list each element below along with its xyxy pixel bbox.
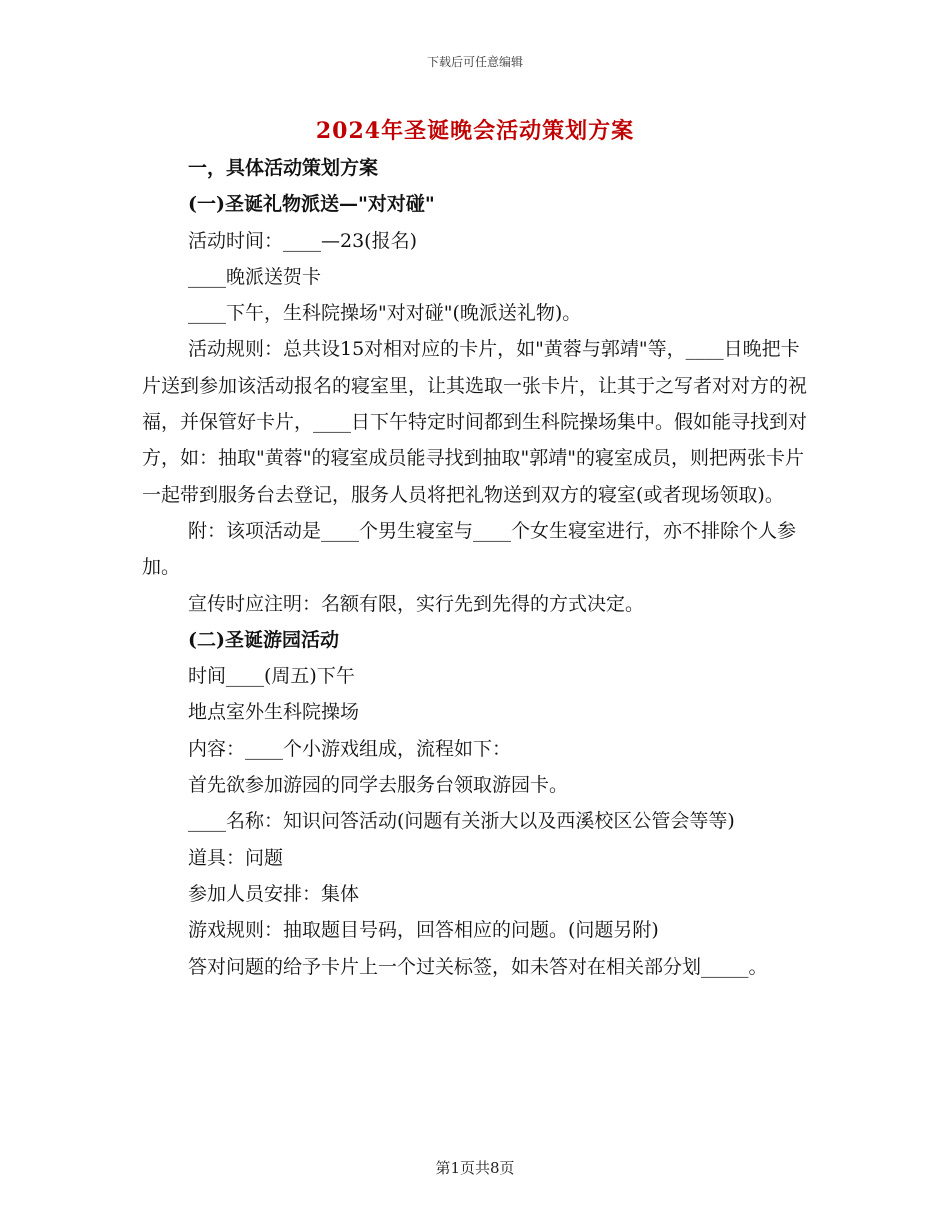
paragraph-first-step: 首先欲参加游园的同学去服务台领取游园卡。 bbox=[188, 774, 569, 797]
paragraph-game-name: ____名称：知识问答活动(问题有关浙大以及西溪校区公管会等等) bbox=[188, 810, 735, 833]
paragraph-game-rules: 游戏规则：抽取题目号码，回答相应的问题。(问题另附) bbox=[188, 919, 659, 942]
document-title: 2024年圣诞晚会活动策划方案 bbox=[315, 118, 635, 144]
header-note: 下载后可任意编辑 bbox=[426, 55, 523, 69]
paragraph-publicity-note: 宣传时应注明：名额有限，实行先到先得的方式决定。 bbox=[188, 592, 645, 615]
paragraph-props: 道具：问题 bbox=[188, 846, 284, 869]
subsection-heading-garden-party: (二)圣诞游园活动 bbox=[188, 628, 339, 651]
subsection-heading-gift-exchange: (一)圣诞礼物派送—"对对碰" bbox=[188, 193, 435, 216]
paragraph-participants: 参加人员安排：集体 bbox=[188, 882, 360, 905]
document-body bbox=[142, 150, 810, 985]
paragraph-activity-rules: 活动规则：总共设15对相对应的卡片，如"黄蓉与郭靖"等，____日晚把卡片送到参加该活动报名的寝室里，让其选取一张卡片，让其于之写者对对方的祝福，并保管好卡片，____日下午特定时间都到生科院操场集中。假如能寻找到对方，如：抽取"黄蓉"的寝室成员能寻找到抽取"郭靖"的寝室成员，则把两张卡片一起带到服务台去登记，服务人员将把礼物送到双方的寝室(或者现场领取)。 bbox=[142, 338, 808, 506]
paragraph-content: 内容：____个小游戏组成，流程如下： bbox=[188, 737, 512, 760]
paragraph-time: 时间____(周五)下午 bbox=[188, 665, 355, 688]
paragraph-activity-time: 活动时间：____—23(报名) bbox=[188, 229, 418, 252]
page-footer: 第1页共8页 bbox=[435, 1159, 515, 1177]
paragraph-correct-answer: 答对问题的给予卡片上一个过关标签，如未答对在相关部分划_____。 bbox=[188, 955, 768, 978]
paragraph-card-delivery: ____晚派送贺卡 bbox=[188, 265, 322, 288]
paragraph-location: 地点室外生科院操场 bbox=[188, 701, 360, 724]
section-heading-1: 一，具体活动策划方案 bbox=[188, 157, 379, 179]
paragraph-afternoon-event: ____下午，生科院操场"对对碰"(晚派送礼物)。 bbox=[188, 302, 582, 325]
paragraph-appendix-note: 附：该项活动是____个男生寝室与____个女生寝室进行，亦不排除个人参加。 bbox=[142, 519, 797, 579]
